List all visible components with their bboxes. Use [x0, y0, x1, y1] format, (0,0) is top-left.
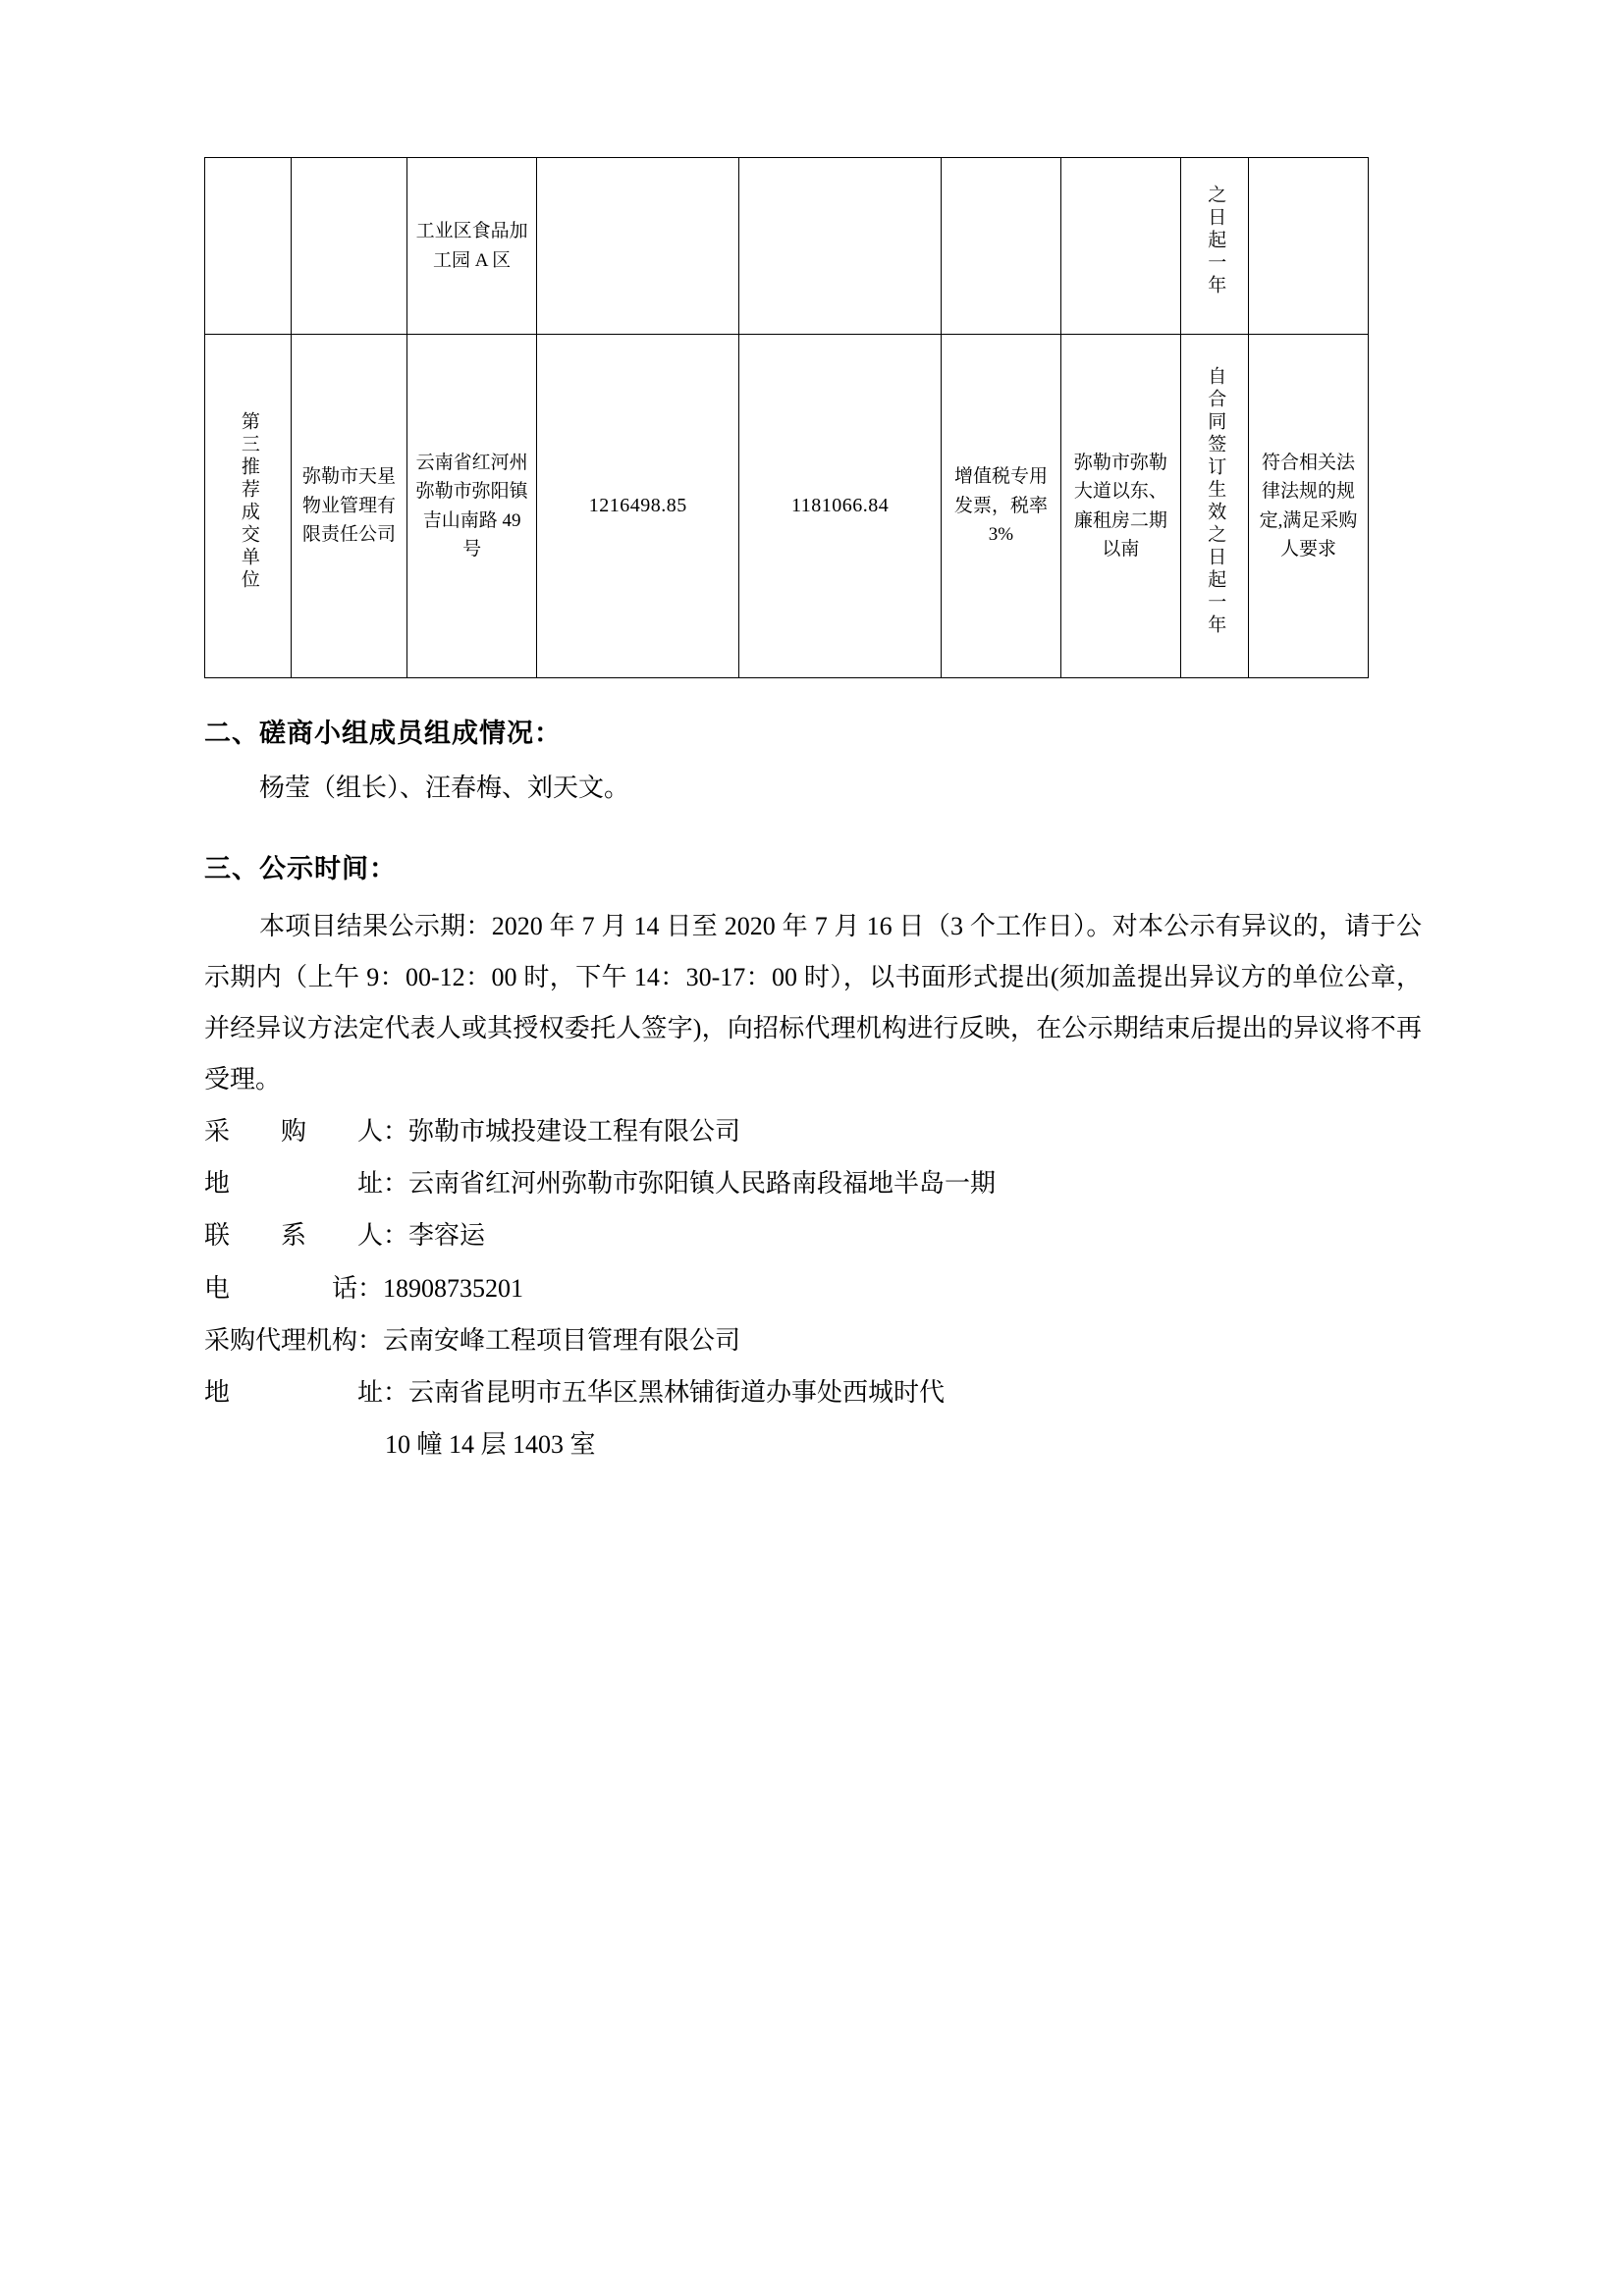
table-row [205, 335, 1369, 678]
cell-supplier: 弥勒市天星物业管理有限责任公司 [292, 335, 407, 678]
cell-compliance [1249, 158, 1369, 335]
cell-period: 自合同签订生效之日起一年 [1180, 335, 1248, 678]
contact-agency: 采购代理机构：云南安峰工程项目管理有限公司 [204, 1325, 741, 1355]
cell-address: 工业区食品加工园 A 区 [406, 158, 536, 335]
contact-purchaser: 采 购 人：弥勒市城投建设工程有限公司 [204, 1116, 741, 1146]
section-two-heading: 二、磋商小组成员组成情况： [204, 719, 562, 748]
contact-person: 联 系 人：李容运 [204, 1221, 486, 1251]
cell-supplier [292, 158, 407, 335]
contact-agency-address-continuation: 10 幢 14 层 1403 室 [385, 1430, 596, 1460]
cell-address: 云南省红河州弥勒市弥阳镇吉山南路 49 号 [406, 335, 536, 678]
contact-agency-address: 地 址：云南省昆明市五华区黑林铺街道办事处西城时代 [204, 1378, 946, 1408]
section-three-heading: 三、公示时间： [204, 853, 397, 883]
cell-compliance: 符合相关法律法规的规定,满足采购人要求 [1249, 335, 1369, 678]
contact-purchaser-address: 地 址：云南省红河州弥勒市弥阳镇人民路南段福地半岛一期 [204, 1168, 997, 1198]
cell-invoice: 增值税专用发票，税率 3% [942, 335, 1061, 678]
cell-amount1: 1216498.85 [537, 335, 739, 678]
result-table [204, 157, 1369, 678]
cell-rank [205, 158, 292, 335]
cell-rank: 第三推荐成交单位 [205, 335, 292, 678]
cell-amount1 [537, 158, 739, 335]
cell-scope: 弥勒市弥勒大道以东、廉租房二期以南 [1060, 335, 1180, 678]
section-three-paragraph: 本项目结果公示期：2020 年 7 月 14 日至 2020 年 7 月 16 日（3 个工作日）。对本公示有异议的，请于公示期内（上午 9：00-12：00 时，下午 14：30-17：00 时），以书面形式提出(须加盖提出异议方的单位公章，并经异议方法定代表人或其授权委托人签字)，向招标代理机构进行反映，在公示期结束后提出的异议将不再受理。 [204, 911, 1422, 1094]
section-two-body: 杨莹（组长）、汪春梅、刘天文。 [259, 774, 630, 802]
table-row [205, 158, 1369, 335]
cell-invoice [942, 158, 1061, 335]
cell-amount2: 1181066.84 [739, 335, 942, 678]
contact-phone: 电 话：18908735201 [204, 1273, 524, 1303]
cell-period: 之日起一年 [1180, 158, 1248, 335]
cell-amount2 [739, 158, 942, 335]
document-content [204, 157, 1422, 1471]
cell-scope [1060, 158, 1180, 335]
